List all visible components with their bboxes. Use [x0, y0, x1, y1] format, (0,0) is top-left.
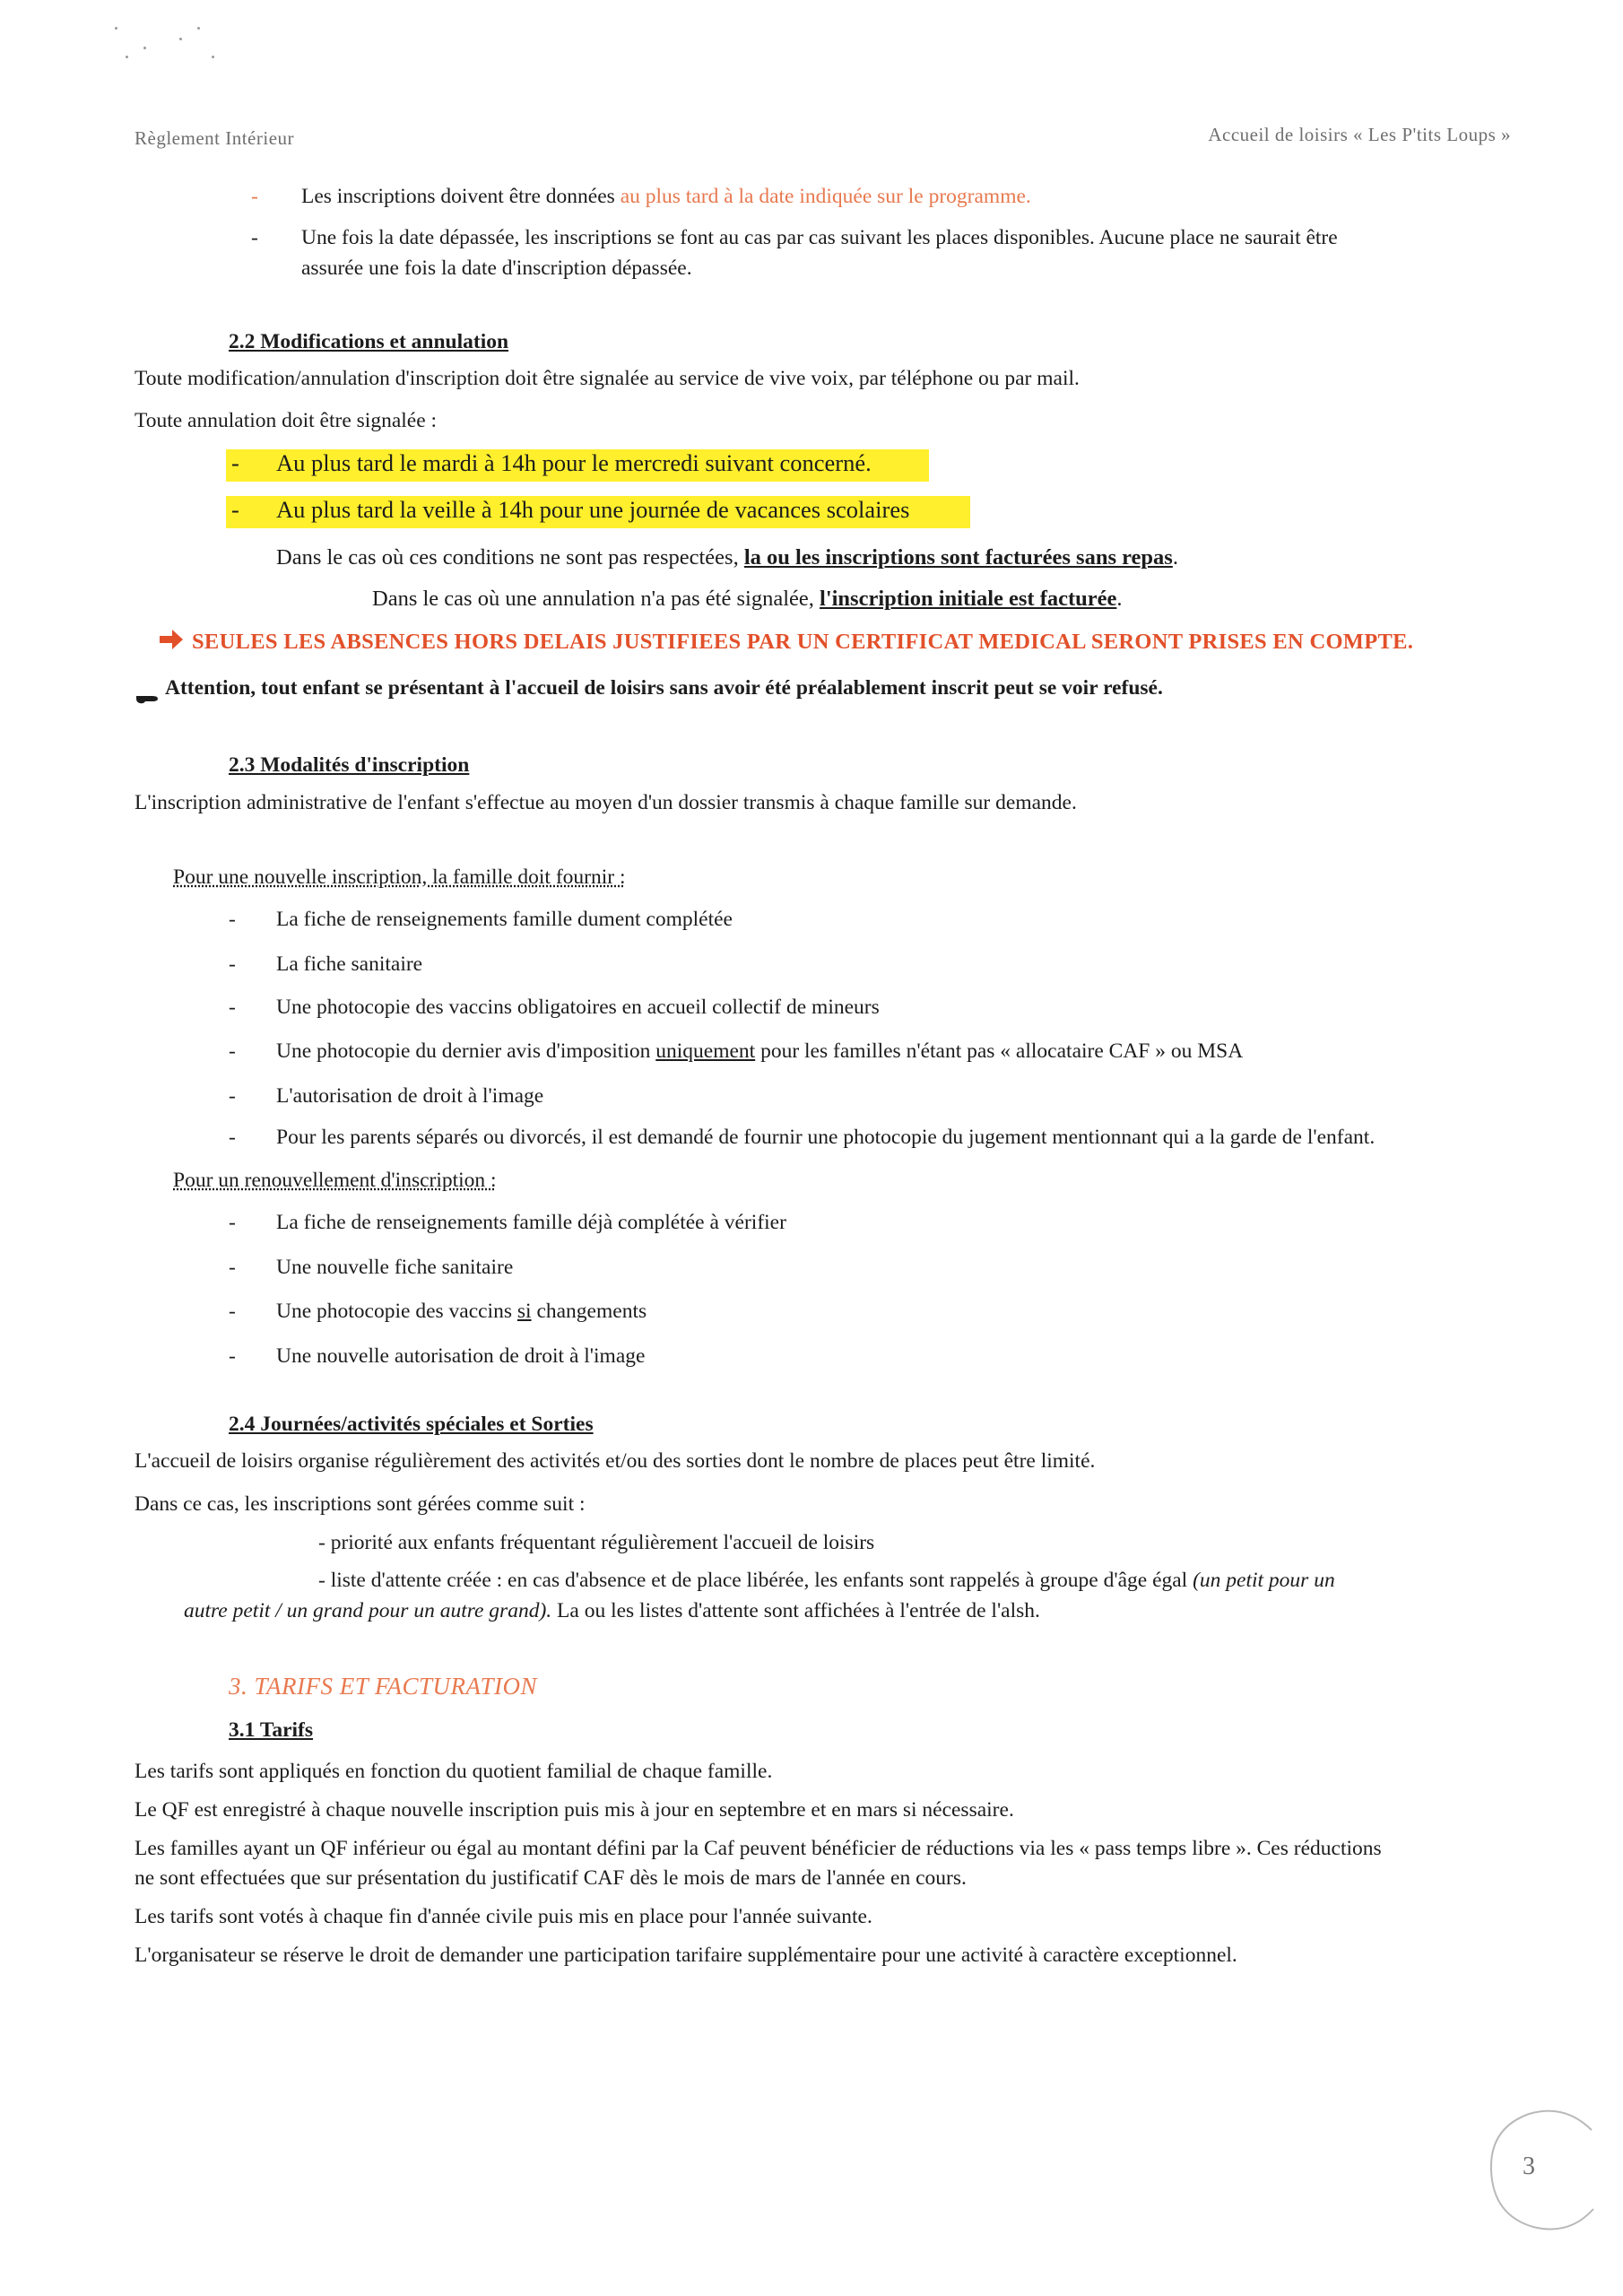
dash: -: [229, 1084, 236, 1108]
absences-notice: SEULES LES ABSENCES HORS DELAIS JUSTIFIEES PAR UN CERTIFICAT MEDICAL SERONT PRISES EN COMPTE.: [192, 630, 1414, 654]
section-2-2-title: 2.2 Modifications et annulation: [229, 330, 509, 353]
new-registration-heading: Pour une nouvelle inscription, la famille doit fournir :: [173, 865, 626, 889]
s22-condition-1-bold: la ou les inscriptions sont facturées sans repas: [743, 545, 1173, 570]
new-item-4: Une photocopie du dernier avis d'imposition uniquement pour les familles n'étant pas « allocataire CAF » ou MSA: [276, 1039, 1244, 1063]
page-number: 3: [1523, 2152, 1535, 2180]
highlight-deadline-wednesday: - Au plus tard le mardi à 14h pour le mercredi suivant concerné.: [226, 449, 929, 482]
dash: -: [229, 1256, 236, 1279]
scan-speck: [143, 47, 146, 49]
s3-p1: Les tarifs sont appliqués en fonction du quotient familial de chaque famille.: [135, 1760, 773, 1783]
renew-item-3-underlined: si: [516, 1300, 532, 1323]
dash: -: [229, 1211, 236, 1234]
dash: -: [229, 1039, 236, 1063]
intro-item-1-highlight: au plus tard à la date indiquée sur le programme.: [620, 185, 1031, 208]
intro-item-2-line1: Une fois la date dépassée, les inscriptions se font au cas par cas suivant les places disponibles. Aucune place ne saurait être: [301, 226, 1338, 249]
s24-line-2: - liste d'attente créée : en cas d'absence et de place libérée, les enfants sont rappelés à groupe d'âge égal (un petit pour un: [318, 1569, 1335, 1592]
dash: -: [229, 996, 236, 1019]
renew-item-1: La fiche de renseignements famille déjà complétée à vérifier: [276, 1211, 786, 1234]
dash: -: [251, 226, 258, 249]
pointing-hand-icon: [135, 692, 160, 709]
highlight-deadline-holidays: - Au plus tard la veille à 14h pour une journée de vacances scolaires: [226, 496, 970, 528]
s22-p1: Toute modification/annulation d'inscription doit être signalée au service de vive voix, par téléphone ou par mail.: [135, 367, 1080, 390]
renewal-heading: Pour un renouvellement d'inscription :: [173, 1169, 497, 1192]
attention-notice: Attention, tout enfant se présentant à l'accueil de loisirs sans avoir été préalablement inscrit peut se voir refusé.: [165, 676, 1163, 700]
s3-p3-line1: Les familles ayant un QF inférieur ou égal au montant défini par la Caf peuvent bénéficier de réductions via les « pass temps libre ». Ces réductions: [135, 1837, 1382, 1860]
new-item-3: Une photocopie des vaccins obligatoires en accueil collectif de mineurs: [276, 996, 880, 1019]
section-2-3-title: 2.3 Modalités d'inscription: [229, 753, 470, 777]
intro-item-1: Les inscriptions doivent être données au plus tard à la date indiquée sur le programme.: [301, 185, 1031, 208]
dash: -: [229, 1300, 236, 1323]
header-left: Règlement Intérieur: [135, 127, 295, 149]
page-number-circle: [1484, 2103, 1601, 2242]
section-3-title: 3. TARIFS ET FACTURATION: [229, 1673, 538, 1700]
section-2-4-title: 2.4 Journées/activités spéciales et Sorties: [229, 1413, 594, 1436]
s3-p4: Les tarifs sont votés à chaque fin d'année civile puis mis en place pour l'année suivante.: [135, 1905, 872, 1928]
s24-line-1: - priorité aux enfants fréquentant régulièrement l'accueil de loisirs: [318, 1531, 875, 1554]
s24-p2: Dans ce cas, les inscriptions sont gérées comme suit :: [135, 1492, 586, 1516]
new-item-1: La fiche de renseignements famille dument complétée: [276, 908, 733, 931]
new-item-4-underlined: uniquement: [655, 1039, 756, 1063]
header-right: Accueil de loisirs « Les P'tits Loups »: [1208, 124, 1511, 145]
scan-speck: [212, 56, 214, 58]
s23-p1: L'inscription administrative de l'enfant s'effectue au moyen d'un dossier transmis à chaque famille sur demande.: [135, 791, 1077, 814]
intro-item-2-line2: assurée une fois la date d'inscription dépassée.: [301, 257, 692, 280]
dash: -: [229, 1126, 236, 1149]
s24-line-3: autre petit / un grand pour un autre grand). La ou les listes d'attente sont affichées à l'entrée de l'alsh.: [184, 1599, 1040, 1622]
dash: -: [229, 952, 236, 976]
scan-speck: [126, 56, 128, 58]
s3-p5: L'organisateur se réserve le droit de demander une participation tarifaire supplémentaire pour une activité à caractère exceptionnel.: [135, 1944, 1237, 1967]
dash: -: [229, 908, 236, 931]
new-item-2: La fiche sanitaire: [276, 952, 423, 976]
s3-p3-line2: ne sont effectuées que sur présentation du justificatif CAF dès le mois de mars de l'année en cours.: [135, 1866, 967, 1890]
s22-p2: Toute annulation doit être signalée :: [135, 409, 438, 432]
dash: -: [251, 185, 258, 208]
scan-speck: [179, 38, 182, 40]
deadline-holidays-text: Au plus tard la veille à 14h pour une journée de vacances scolaires: [276, 496, 910, 523]
new-item-5: L'autorisation de droit à l'image: [276, 1084, 544, 1108]
renew-item-4: Une nouvelle autorisation de droit à l'image: [276, 1344, 646, 1368]
s24-p1: L'accueil de loisirs organise régulièrement des activités et/ou des sorties dont le nombre de places peut être limité.: [135, 1449, 1096, 1473]
s22-condition-2-bold: l'inscription initiale est facturée: [820, 587, 1117, 611]
section-3-1-title: 3.1 Tarifs: [229, 1718, 314, 1742]
renew-item-2: Une nouvelle fiche sanitaire: [276, 1256, 514, 1279]
deadline-wednesday-text: Au plus tard le mardi à 14h pour le mercredi suivant concerné.: [276, 449, 872, 476]
renew-item-3: Une photocopie des vaccins si changements: [276, 1300, 647, 1323]
scan-speck: [197, 27, 200, 30]
scan-speck: [115, 27, 117, 30]
s3-p2: Le QF est enregistré à chaque nouvelle inscription puis mis à jour en septembre et en mars si nécessaire.: [135, 1798, 1014, 1822]
new-item-6: Pour les parents séparés ou divorcés, il est demandé de fournir une photocopie du jugement mentionnant qui a la garde de l'enfant.: [276, 1126, 1376, 1149]
s22-condition-2: Dans le cas où une annulation n'a pas été signalée, l'inscription initiale est facturée.: [372, 587, 1123, 611]
dash: -: [229, 1344, 236, 1368]
s22-condition-1: Dans le cas où ces conditions ne sont pas respectées, la ou les inscriptions sont facturées sans repas.: [276, 545, 1178, 570]
arrow-right-icon: [158, 628, 185, 656]
